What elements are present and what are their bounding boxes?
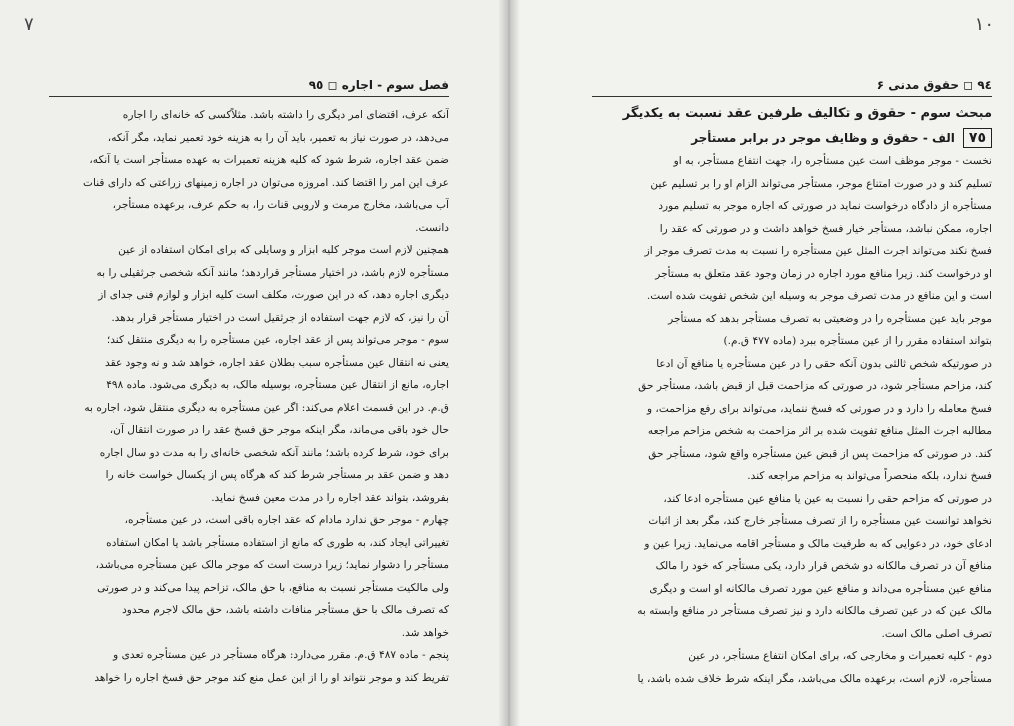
text-line: مالک عین که در عین تصرف مالکانه دارد و نیز تصرف مستأجر در منافع وابسته به — [637, 605, 992, 617]
text-line: آنکه عرف، اقتضای امر دیگری را داشته باشد. مثلاًکسی که خانه‌ای را اجاره — [122, 109, 449, 121]
paragraph — [49, 644, 449, 689]
text-line: ق.م. در این قسمت اعلام می‌کند: اگر عین مستأجره به دیگری منتقل شود، اجاره به — [84, 401, 449, 414]
section-title: مبحث سوم - حقوق و تکالیف طرفین عقد نسبت به یکدیگر — [622, 106, 992, 121]
text-line: دهد و ضمن عقد بر مستأجر شرط کند که هرگاه پس از یکسال خواست خانه را — [105, 469, 449, 481]
text-line: می‌دهد، در صورت نیاز به تعمیر، باید آن را به هزینه خود تعمیر نماید، مگر آنکه، — [107, 131, 449, 144]
text-line: دوم - کلیه تعمیرات و مخارجی که، برای امکان انتفاع مستأجر، در عین — [688, 650, 992, 662]
left-page-body — [49, 104, 449, 689]
text-line: سوم - موجر می‌تواند پس از عقد اجاره، عین مستأجره را به دیگری منتقل کند؛ — [106, 334, 449, 346]
subsection-heading — [580, 128, 992, 148]
text-line: اجاره، ممکن نباشد، مستأجر خیار فسخ خواهد داشت و در صورتی که عقد را — [659, 222, 992, 235]
text-line: ولی مالکیت مستأجر نسبت به منافع، با حق مالک، تزاحم پیدا می‌کند و در صورتی — [97, 581, 449, 594]
text-line: مستأجره، لازم است، برعهده مالک می‌باشد، مگر اینکه شرط خلاف شده باشد، یا — [637, 672, 992, 685]
paragraph — [580, 645, 992, 690]
right-paragraphs — [580, 150, 992, 690]
text-line: منافع آن در تصرف مالکانه دو شخص قرار دارد، یکی مستأجر که خود را مالک — [655, 560, 992, 572]
text-line: ادعای خود، در دعوایی که به طرفیت مالک و مستأجر اقامه می‌نماید. زیرا عین و — [644, 537, 992, 550]
right-head-rule — [592, 96, 992, 97]
paragraph — [580, 308, 992, 353]
text-line: تفریط کند و موجر نتواند او را از این عمل منع کند موجر حق فسخ اجاره را خواهد — [94, 671, 449, 684]
left-corner-mark: ٧ — [24, 14, 34, 35]
right-corner-mark: ١٠ — [974, 14, 994, 35]
text-line: منافع عین مستأجره می‌داند و منافع عین مورد تصرف مالکانه او است و دیگری — [649, 582, 992, 595]
text-line: فسخ معامله را دارد و در صورتی که فسخ ننماید، می‌تواند برای رفع مزاحمت، و — [646, 402, 992, 415]
text-line: حال خود باقی می‌ماند، مگر اینکه موجر حق فسخ عقد را در صورت انتقال آن، — [109, 424, 449, 436]
right-page — [507, 0, 1014, 726]
text-line: یعنی نه انتقال عین مستأجره سبب بطلان عقد اجاره، خواهد شد و نه وجود عقد — [105, 356, 449, 369]
text-line: چهارم - موجر حق ندارد مادام که عقد اجاره باقی است، در عین مستأجره، — [124, 514, 449, 526]
text-line: کند، مزاحم مستأجر شود، در صورتی که مزاحمت قبل از قبض باشد، مستأجر حق — [638, 380, 992, 392]
text-line: آب می‌باشد، مخارج مرمت و لاروبی قنات را، به حکم عرف، برعهده مستأجر، — [112, 199, 449, 211]
text-line: آن را نیز، که لازم جهت استفاده از جرثقیل است در اختیار مستأجر قرار بدهد. — [111, 311, 449, 324]
text-line: که تصرف مالک با حق مستأجر منافات داشته باشد، حق مالک لاجرم محدود — [122, 604, 449, 616]
text-line: در صورتیکه شخص ثالثی بدون آنکه حقی را در عین مستأجره یا منافع آن ادعا — [656, 357, 992, 370]
text-line: تغییراتی ایجاد کند، به طوری که مانع از استفاده مستأجر باشد یا امکان استفاده — [106, 536, 449, 549]
text-line: همچنین لازم است موجر کلیه ابزار و وسایلی که برای امکان استفاده از عین — [118, 244, 449, 256]
paragraph — [580, 150, 992, 308]
text-line: او درخواست کند. زیرا منافع مورد اجاره در زمان وجود عقد متعلق به مستأجر — [655, 267, 992, 280]
text-line: مستأجره لازم باشد، در اختیار مستأجر قراردهد؛ مانند آنکه شخصی جرثقیلی را به — [96, 266, 449, 279]
subsection-title: الف - حقوق و وظایف موجر در برابر مستأجر — [691, 131, 955, 145]
paragraph — [580, 488, 992, 646]
subsection-number: ٧٥ — [963, 128, 992, 148]
paragraph — [580, 353, 992, 488]
paragraph — [49, 509, 449, 644]
text-line: مستأجره از دادگاه درخواست نماید در صورتی که اجاره موجر به تسلیم مورد — [658, 200, 992, 212]
text-line: بفروشد، بتواند عقد اجاره را در مدت معین فسخ نماید. — [211, 491, 449, 504]
text-line: خواهد شد. — [401, 626, 449, 639]
text-line: دانست. — [415, 221, 449, 234]
left-head-rule — [49, 96, 449, 97]
text-line: نخواهد توانست عین مستأجره را از تصرف مستأجر خارج کند، مگر بعد از اثبات — [648, 515, 992, 527]
text-line: عرف این امر را اقتضا کند. امروزه می‌توان در اجاره زمینهای زراعتی که دارای قنات — [83, 176, 449, 189]
left-running-head: فصل سوم - اجاره ◻ ٩٥ — [308, 78, 449, 92]
text-line: دیگری اجاره دهد، که در این صورت، مکلف است کلیه ابزار و لوازم فنی جدای از — [98, 289, 449, 301]
paragraph — [49, 329, 449, 509]
text-line: فسخ ندارد، بلکه منحصراً می‌تواند به مزاحم مراجعه کند. — [747, 470, 992, 482]
paragraph — [49, 104, 449, 239]
text-line: موجر باید عین مستأجره را در وضعیتی به تصرف مستأجر بدهد که مستأجر — [668, 312, 992, 325]
paragraph — [49, 239, 449, 329]
text-line: فسخ نکند می‌تواند اجرت المثل عین مستأجره را نسبت به مدت تصرف موجر از — [644, 245, 992, 257]
text-line: اجاره، مانع از انتقال عین مستأجره، بوسیله مالک، به دیگری می‌شود. ماده ۴۹۸ — [106, 379, 449, 391]
text-line: مستأجر را دشوار نماید؛ زیرا درست است که موجر مالک عین مستأجره می‌باشد، — [95, 559, 449, 571]
text-line: مطالبه اجرت المثل منافع تفویت شده بر اثر مزاحمت به شخص مزاحم مراجعه — [647, 425, 992, 437]
right-page-body — [580, 104, 992, 690]
text-line: پنجم - ماده ۴۸۷ ق.م. مقرر می‌دارد: هرگاه مستأجر در عین مستأجره تعدی و — [113, 649, 449, 661]
text-line: در صورتی که مزاحم حقی را نسبت به عین یا منافع عین مستأجره ادعا کند، — [663, 492, 992, 505]
text-line: ضمن عقد اجاره، شرط شود که کلیه هزینه تعمیرات به عهده مستأجر است یا آنکه، — [89, 154, 449, 166]
text-line: نخست - موجر موظف است عین مستأجره را، جهت انتفاع مستأجر، به او — [673, 155, 992, 167]
text-line: است و این منافع در مدت تصرف موجر به وسیله این شخص تفویت شده است. — [646, 290, 992, 302]
text-line: تصرف اصلی مالک است. — [881, 627, 992, 640]
text-line: بتواند استفاده مقرر را از عین مستأجره ببرد (ماده ۴۷۷ ق.م.) — [723, 335, 992, 347]
right-running-head: ٩٤ ◻ حقوق مدنی ۶ — [876, 78, 992, 92]
book-gutter-shadow — [498, 0, 520, 726]
text-line: برای خود، شرط کرده باشد؛ مانند آنکه شخصی خانه‌ای را به مدت دو سال اجاره — [99, 446, 449, 459]
text-line: تسلیم کند و در صورت امتناع موجر، مستأجر می‌تواند الزام او را بر تسلیم عین — [650, 177, 992, 190]
text-line: کند. در صورتی که مزاحمت پس از قبض عین مستأجره واقع شود، مستأجر حق — [648, 447, 992, 460]
